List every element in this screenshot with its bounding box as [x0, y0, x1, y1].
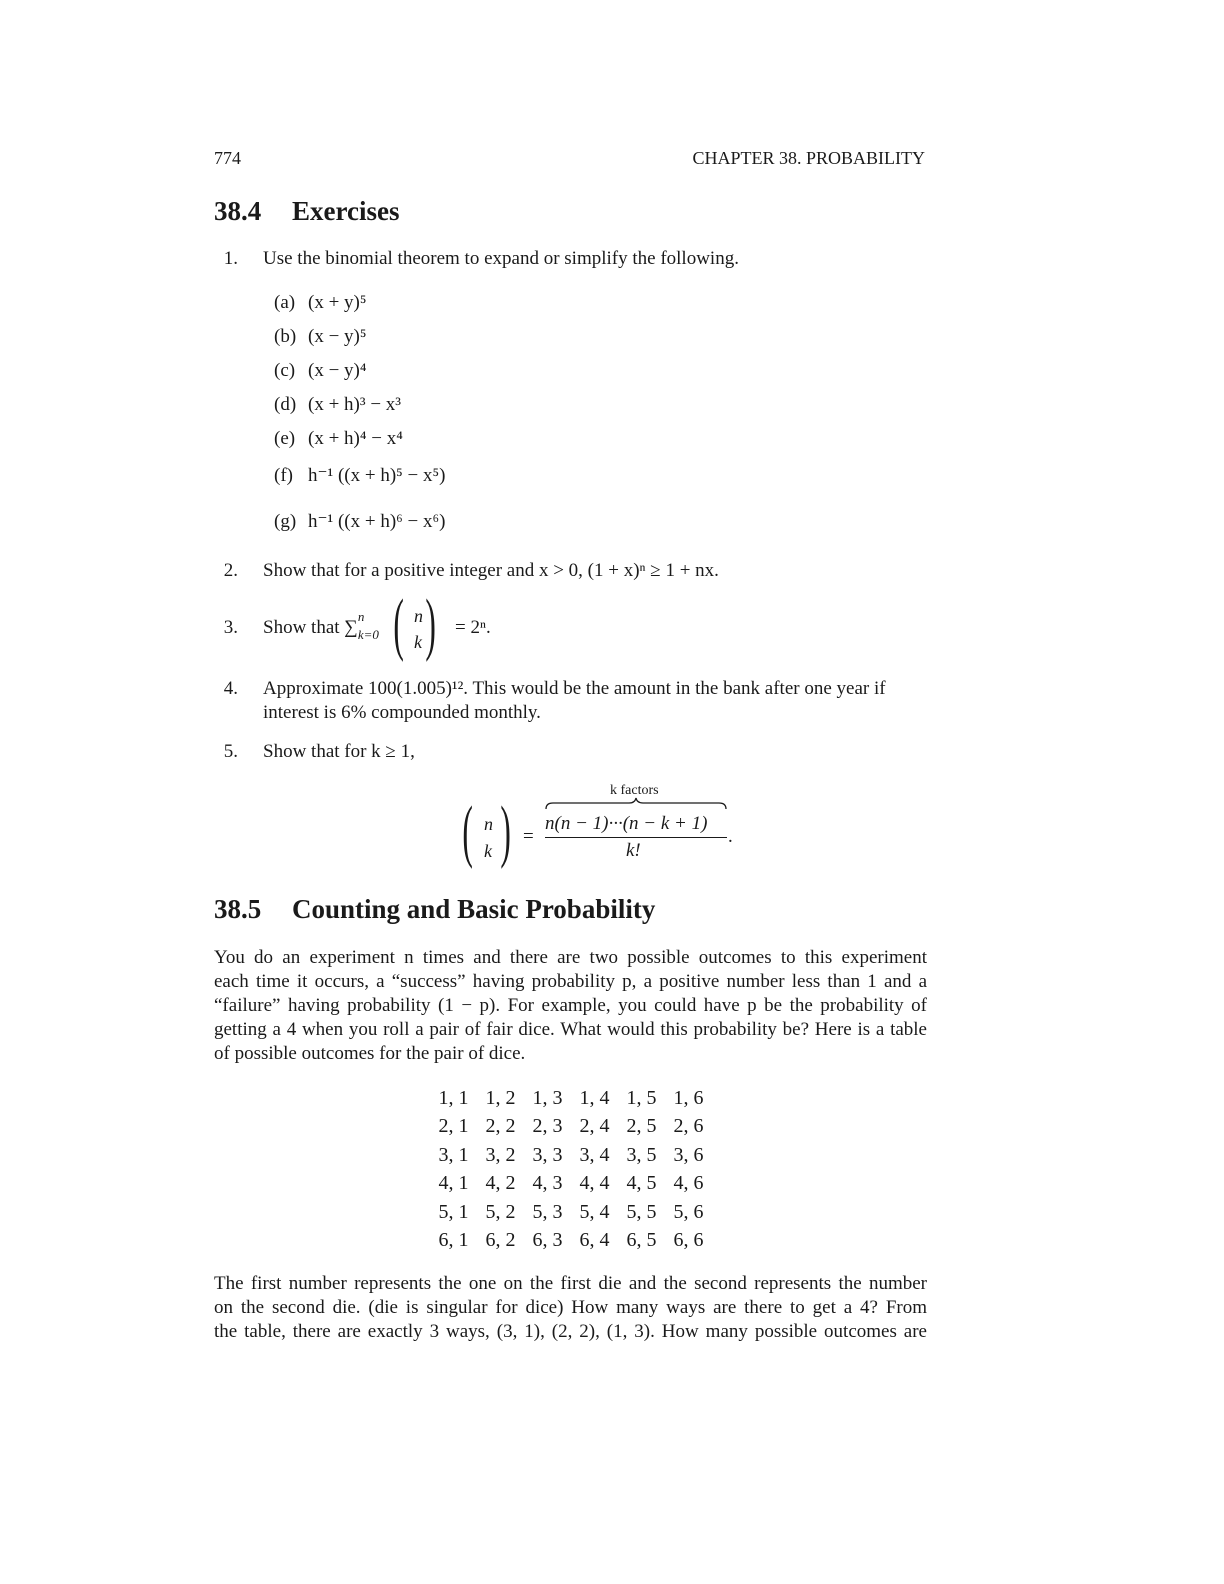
- exercise-1a: [274, 292, 367, 314]
- table-cell: 3, 1: [438, 1143, 469, 1166]
- exercise-3: [214, 609, 934, 642]
- sum-sign: ∑: [344, 617, 358, 638]
- paragraph-explanation: [214, 1272, 927, 1344]
- table-cell: 2, 2: [485, 1115, 516, 1138]
- exercise-label: 5.: [223, 741, 238, 762]
- table-cell: 3, 5: [626, 1143, 657, 1166]
- part-label: (g): [274, 511, 297, 532]
- text-line: on the second die. (die is singular for dice) How many ways are there to get a 4? From: [214, 1297, 927, 1318]
- table-cell: 2, 6: [673, 1115, 704, 1138]
- right-paren: ): [425, 586, 436, 663]
- table-cell: 4, 5: [626, 1172, 657, 1195]
- table-cell: 3, 2: [485, 1143, 516, 1166]
- table-cell: 6, 1: [438, 1229, 469, 1252]
- part-label: (a): [274, 292, 296, 313]
- part-expression: (x − y)⁴: [308, 360, 367, 381]
- section-number: 38.5: [214, 894, 262, 924]
- dice-outcomes-table: [430, 1084, 712, 1255]
- table-row: [430, 1141, 712, 1170]
- exercise-2: [214, 560, 934, 584]
- exercise-label: 1.: [223, 248, 238, 269]
- table-cell: 5, 4: [579, 1200, 610, 1223]
- text-line: the table, there are exactly 3 ways, (3, 1), (2, 2), (1, 3). How many possible outcomes are: [214, 1321, 927, 1342]
- table-cell: 3, 4: [579, 1143, 610, 1166]
- table-cell: 6, 5: [626, 1229, 657, 1252]
- table-cell: 1, 6: [673, 1086, 704, 1109]
- fraction-numerator: n(n − 1)···(n − k + 1): [545, 813, 708, 834]
- table-cell: 4, 1: [438, 1172, 469, 1195]
- text-line: of possible outcomes for the pair of dice.: [214, 1043, 526, 1064]
- exercise-1d: [274, 394, 401, 416]
- section-title: Counting and Basic Probability: [292, 894, 656, 924]
- part-expression: (x + h)³ − x³: [308, 394, 401, 415]
- table-cell: 4, 6: [673, 1172, 704, 1195]
- table-cell: 2, 5: [626, 1115, 657, 1138]
- sum-upper-limit: n: [357, 609, 365, 624]
- section-heading-counting: [214, 894, 655, 925]
- overbrace: [545, 797, 727, 811]
- binom-top: n: [414, 606, 423, 626]
- part-label: (d): [274, 394, 297, 415]
- exercise-label: 3.: [223, 617, 238, 638]
- section-title: Exercises: [292, 196, 400, 226]
- text-line: The first number represents the one on the first die and the second represents the number: [214, 1273, 927, 1294]
- sum-lower-limit: k=0: [357, 627, 379, 642]
- binom-bottom: k: [414, 632, 422, 652]
- table-cell: 5, 1: [438, 1200, 469, 1223]
- table-cell: 1, 3: [532, 1086, 563, 1109]
- exercise-text: Show that for a positive integer and x > 0, (1 + x)ⁿ ≥ 1 + nx.: [263, 560, 719, 581]
- table-cell: 5, 3: [532, 1200, 563, 1223]
- exercise-3-result: = 2ⁿ.: [455, 617, 491, 638]
- table-cell: 6, 6: [673, 1229, 704, 1252]
- section-number: 38.4: [214, 196, 262, 226]
- table-cell: 6, 4: [579, 1229, 610, 1252]
- exercise-label: 4.: [223, 678, 238, 699]
- text-line: getting a 4 when you roll a pair of fair dice. What would this probability be? Here is a table: [214, 1019, 927, 1040]
- exercise-text: Show that for k ≥ 1,: [263, 741, 415, 762]
- table-cell: 2, 3: [532, 1115, 563, 1138]
- exercise-text-line2: interest is 6% compounded monthly.: [263, 702, 541, 723]
- formula-period: .: [728, 826, 733, 847]
- table-cell: 1, 5: [626, 1086, 657, 1109]
- part-label: (c): [274, 360, 296, 381]
- text-line: You do an experiment n times and there are two possible outcomes to this experiment: [214, 947, 927, 968]
- binom-bottom: k: [484, 841, 492, 861]
- binomial-coefficient: [393, 586, 441, 663]
- left-paren: (: [393, 586, 404, 663]
- table-cell: 5, 2: [485, 1200, 516, 1223]
- table-row: [430, 1198, 712, 1227]
- table-cell: 1, 2: [485, 1086, 516, 1109]
- part-expression: (x − y)⁵: [308, 326, 367, 347]
- page-number: 774: [214, 148, 241, 168]
- exercise-text: [263, 609, 388, 642]
- table-cell: 3, 3: [532, 1143, 563, 1166]
- table-cell: 4, 3: [532, 1172, 563, 1195]
- chapter-title: CHAPTER 38. PROBABILITY: [692, 148, 925, 168]
- table-row: [430, 1084, 712, 1113]
- exercise-5: [214, 741, 934, 765]
- part-expression: (x + y)⁵: [308, 292, 367, 313]
- paragraph-intro: [214, 946, 927, 1066]
- right-paren: ): [500, 793, 511, 870]
- part-expression: h⁻¹ ((x + h)⁵ − x⁵): [308, 465, 446, 486]
- part-label: (f): [274, 465, 293, 486]
- table-row: [430, 1227, 712, 1256]
- fraction-denominator: k!: [626, 840, 641, 861]
- table-cell: 6, 3: [532, 1229, 563, 1252]
- table-cell: 1, 4: [579, 1086, 610, 1109]
- text-line: “failure” having probability (1 − p). For example, you could have p be the probability of: [214, 995, 927, 1016]
- table-cell: 2, 4: [579, 1115, 610, 1138]
- binom-top: n: [484, 814, 493, 834]
- exercise-1: [214, 248, 934, 272]
- table-cell: 1, 1: [438, 1086, 469, 1109]
- part-expression: h⁻¹ ((x + h)⁶ − x⁶): [308, 511, 446, 532]
- exercise-4: [214, 678, 934, 702]
- table-cell: 3, 6: [673, 1143, 704, 1166]
- exercise-1b: [274, 326, 367, 348]
- text-before: Show that: [263, 617, 340, 638]
- table-cell: 4, 4: [579, 1172, 610, 1195]
- exercise-1g: [274, 510, 445, 533]
- part-expression: (x + h)⁴ − x⁴: [308, 428, 403, 449]
- exercise-text-line1: Approximate 100(1.005)¹². This would be the amount in the bank after one year if: [263, 678, 886, 699]
- text-line: each time it occurs, a “success” having probability p, a positive number less than 1 and a: [214, 971, 927, 992]
- table-cell: 6, 2: [485, 1229, 516, 1252]
- table-cell: 2, 1: [438, 1115, 469, 1138]
- exercise-1c: [274, 360, 367, 382]
- equals-sign: =: [523, 826, 534, 847]
- exercise-label: 2.: [223, 560, 238, 581]
- table-cell: 5, 5: [626, 1200, 657, 1223]
- exercise-1e: [274, 428, 403, 450]
- table-cell: 4, 2: [485, 1172, 516, 1195]
- overbrace-label: k factors: [610, 783, 659, 798]
- part-label: (e): [274, 428, 296, 449]
- exercise-1f: [274, 464, 445, 487]
- table-row: [430, 1113, 712, 1142]
- table-row: [430, 1170, 712, 1199]
- left-paren: (: [462, 793, 473, 870]
- fraction-bar: [545, 837, 727, 838]
- section-heading-exercises: [214, 196, 399, 227]
- binomial-coefficient-5: [462, 793, 518, 870]
- exercise-text: Use the binomial theorem to expand or simplify the following.: [263, 248, 739, 269]
- table-cell: 5, 6: [673, 1200, 704, 1223]
- part-label: (b): [274, 326, 297, 347]
